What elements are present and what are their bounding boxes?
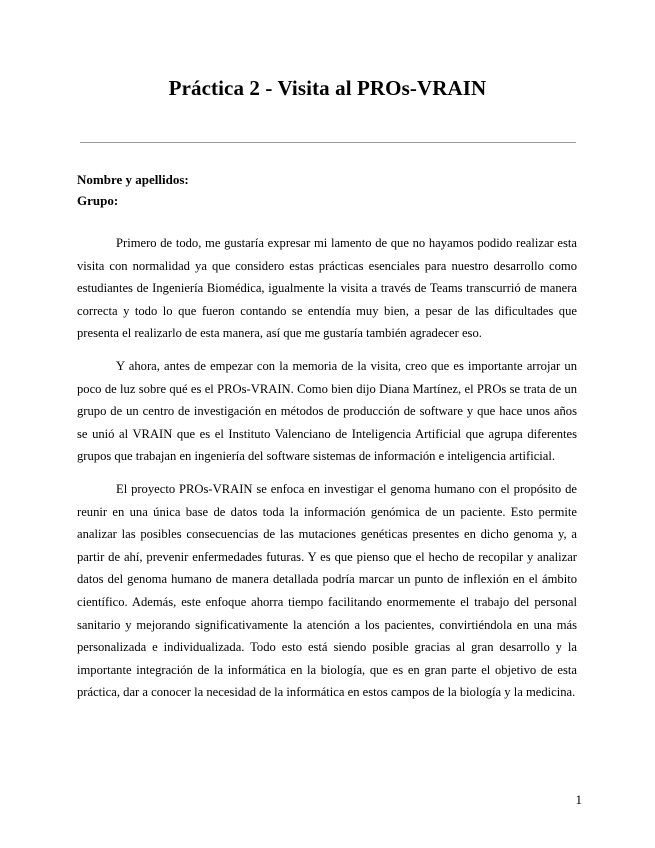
body-text (77, 232, 577, 714)
name-label: Nombre y apellidos: (77, 172, 189, 187)
paragraph-pros-vrain: Y ahora, antes de empezar con la memoria de la visita, creo que es importante arrojar un poco de luz sobre qué es el PROs-VRAIN. Como bien dijo Diana Martínez, el PROs se trata de un grupo de un centro de investigación en métodos de producción de software y que hace unos años se unió al VRAIN que es el Instituto Valenciano de Inteligencia Artificial que agrupa diferentes grupos que trabajan en ingeniería del software sistemas de información e inteligencia artificial. (77, 358, 577, 464)
paragraph-intro: Primero de todo, me gustaría expresar mi lamento de que no hayamos podido realizar esta visita con normalidad ya que considero estas prácticas esenciales para nuestro desarrollo como estudiantes de Ingeniería Biomédica, igualmente la visita a través de Teams transcurrió de manera correcta y todo lo que fueron contando se entendía muy bien, a pesar de las dificultades que presenta el realizarlo de esta manera, así que me gustaría también agradecer eso. (77, 236, 577, 341)
group-label: Grupo: (77, 193, 119, 208)
page-number: 1 (575, 792, 582, 807)
title-divider (80, 142, 576, 143)
paragraph-project: El proyecto PROs-VRAIN se enfoca en investigar el genoma humano con el propósito de reunir en una única base de datos toda la información genómica de un paciente. Esto permite analizar las posibles consecuencias de las mutaciones genéticas presentes en dicho genoma y, a partir de ahí, prevenir enfermedades futuras. Y es que pienso que el hecho de recopilar y analizar datos del genoma humano de manera detallada podría marcar un punto de inflexión en el ámbito científico. Además, este enfoque ahorra tiempo facilitando enormemente el trabajo del personal sanitario y mejorando significativamente la atención a los pacientes, convirtiéndola en una más personalizada e individualizada. Todo esto está siendo posible gracias al gran desarrollo y la importante integración de la informática en la biología, que es en gran parte el objetivo de esta práctica, dar a conocer la necesidad de la informática en estos campos de la biología y la medicina. (77, 481, 577, 700)
document-title: Práctica 2 - Visita al PROs-VRAIN (168, 76, 487, 100)
